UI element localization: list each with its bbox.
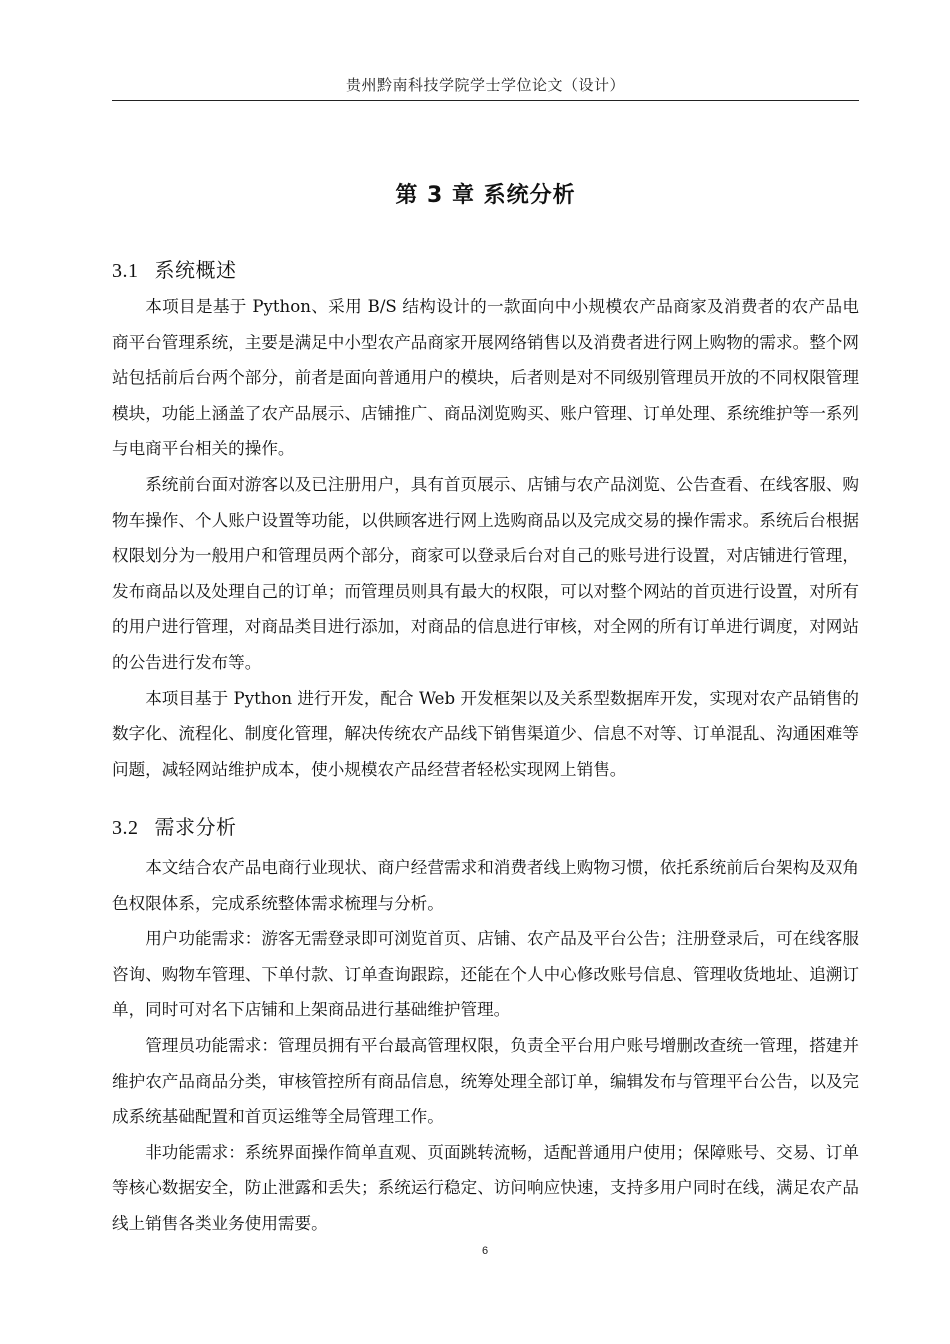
- section-number: 3.1: [112, 260, 139, 282]
- section-heading-3-2: [112, 811, 237, 840]
- paragraph: 本项目基于 Python 进行开发，配合 Web 开发框架以及关系型数据库开发，实现对农产品销售的数字化、流程化、制度化管理，解决传统农产品线下销售渠道少、信息不对等、订单混乱、沟通困难等问题，减轻网站维护成本，使小规模农产品经营者轻松实现网上销售。: [112, 688, 859, 779]
- page-number: 6: [481, 1245, 489, 1257]
- paragraph: 系统前台面对游客以及已注册用户，具有首页展示、店铺与农产品浏览、公告查看、在线客服、购物车操作、个人账户设置等功能，以供顾客进行网上选购商品以及完成交易的操作需求。系统后台根据权限划分为一般用户和管理员两个部分，商家可以登录后台对自己的账号进行设置，对店铺进行管理，发布商品以及处理自己的订单；而管理员则具有最大的权限，可以对整个网站的首页进行设置，对所有的用户进行管理，对商品类目进行添加，对商品的信息进行审核，对全网的所有订单进行调度，对网站的公告进行发布等。: [112, 474, 859, 672]
- paragraph: 本项目是基于 Python、采用 B/S 结构设计的一款面向中小规模农产品商家及消费者的农产品电商平台管理系统，主要是满足中小型农产品商家开展网络销售以及消费者进行网上购物的需求。整个网站包括前后台两个部分，前者是面向普通用户的模块，后者则是对不同级别管理员开放的不同权限管理模块，功能上涵盖了农产品展示、店铺推广、商品浏览购买、账户管理、订单处理、系统维护等一系列与电商平台相关的操作。: [112, 297, 859, 459]
- paragraph: 管理员功能需求：管理员拥有平台最高管理权限，负责全平台用户账号增删改查统一管理，搭建并维护农产品商品分类，审核管控所有商品信息，统筹处理全部订单，编辑发布与管理平台公告，以及完成系统基础配置和首页运维等全局管理工作。: [112, 1035, 859, 1127]
- section-number: 3.2: [112, 817, 139, 839]
- paragraph: 非功能需求：系统界面操作简单直观、页面跳转流畅，适配普通用户使用；保障账号、交易、订单等核心数据安全，防止泄露和丢失；系统运行稳定、访问响应快速，支持多用户同时在线，满足农产品线上销售各类业务使用需要。: [112, 1142, 859, 1233]
- chapter-title: 第 3 章 系统分析: [395, 183, 576, 208]
- section-title-text: 需求分析: [154, 815, 237, 839]
- paragraph: 用户功能需求：游客无需登录即可浏览首页、店铺、农产品及平台公告；注册登录后，可在线客服咨询、购物车管理、下单付款、订单查询跟踪，还能在个人中心修改账号信息、管理收货地址、追溯订单，同时可对名下店铺和上架商品进行基础维护管理。: [112, 929, 859, 1020]
- section-heading-3-1: [112, 254, 237, 283]
- section-title-text: 系统概述: [154, 258, 237, 282]
- section-3-1-body: [112, 289, 859, 787]
- section-3-2-body: [112, 850, 859, 1242]
- header-rule: [112, 100, 859, 101]
- running-header: 贵州黔南科技学院学士学位论文（设计）: [345, 76, 625, 94]
- paragraph: 本文结合农产品电商行业现状、商户经营需求和消费者线上购物习惯，依托系统前后台架构及双角色权限体系，完成系统整体需求梳理与分析。: [112, 858, 859, 913]
